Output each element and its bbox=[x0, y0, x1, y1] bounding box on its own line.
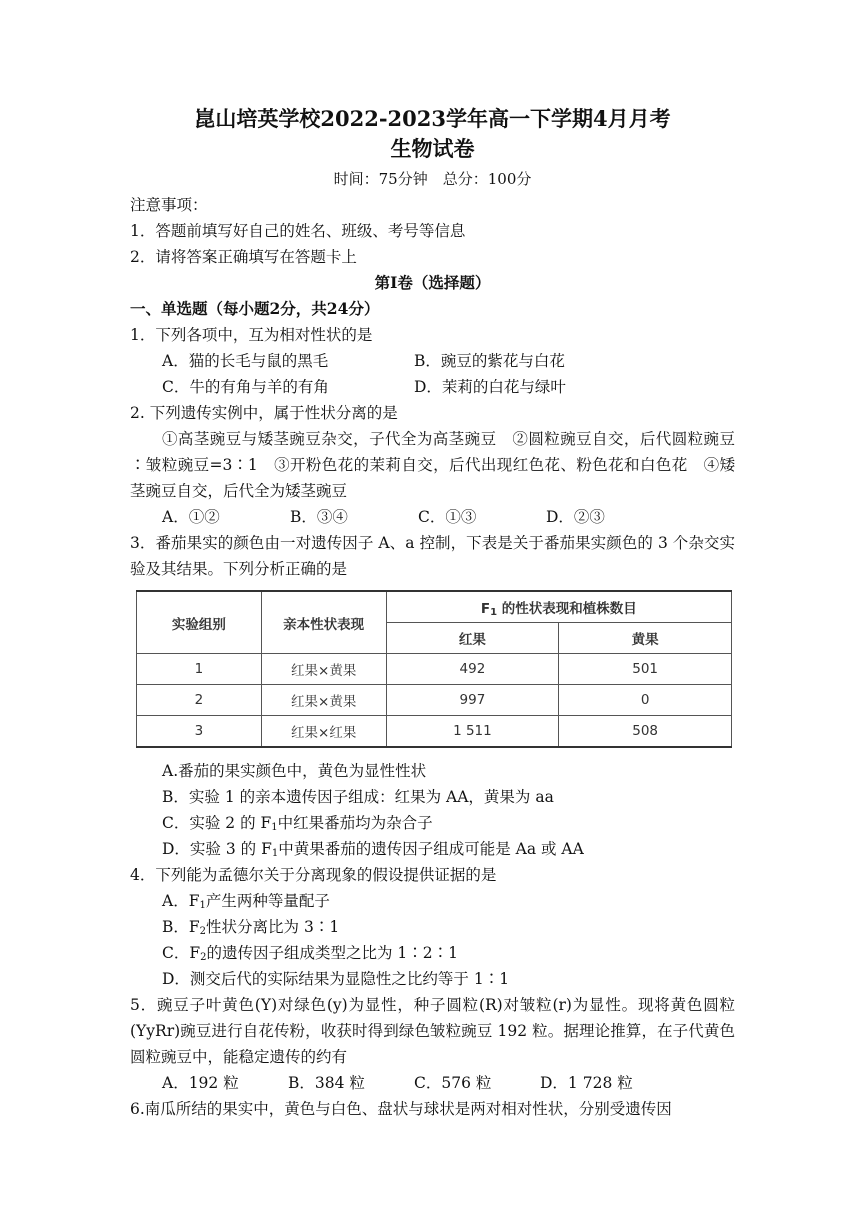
question-2-option-d: D．②③ bbox=[546, 508, 605, 526]
table-cell-group: 3 bbox=[137, 716, 262, 748]
table-cell-group: 2 bbox=[137, 685, 262, 716]
table-cell-yellow: 0 bbox=[559, 685, 732, 716]
question-1-options-row1 bbox=[130, 348, 735, 374]
question-5-options bbox=[130, 1070, 735, 1096]
table-cell-yellow: 508 bbox=[559, 716, 732, 748]
table-header-group: 实验组别 bbox=[137, 591, 262, 654]
tomato-cross-table bbox=[136, 590, 732, 748]
question-2-option-b: B．③④ bbox=[290, 508, 348, 526]
question-4-option-d: D．测交后代的实际结果为显隐性之比约等于 1∶1 bbox=[162, 970, 510, 988]
question-2-body: ①高茎豌豆与矮茎豌豆杂交，子代全为高茎豌豆 ②圆粒豌豆自交，后代圆粒豌豆∶皱粒豌豆=3∶1 ③开粉色花的茉莉自交，后代出现红色花、粉色花和白色花 ④矮茎豌豆自交，后代全为矮茎豌豆 bbox=[130, 430, 735, 500]
question-5-option-a: A．192 粒 bbox=[162, 1074, 239, 1092]
question-2-option-c: C．①③ bbox=[418, 508, 477, 526]
question-1-option-a: A．猫的长毛与鼠的黑毛 bbox=[162, 352, 329, 370]
table-cell-parent: 红果×黄果 bbox=[261, 654, 386, 685]
table-header-red: 红果 bbox=[386, 623, 559, 654]
notice-item-1: 1．答题前填写好自己的姓名、班级、考号等信息 bbox=[130, 222, 466, 240]
table-header-f1: $F_1$ 的性状表现和植株数目 bbox=[386, 591, 731, 623]
exam-title-line2: 生物试卷 bbox=[390, 136, 475, 161]
table-cell-parent: 红果×黄果 bbox=[261, 685, 386, 716]
table-row bbox=[137, 685, 732, 716]
question-2-option-a: A．①② bbox=[162, 508, 220, 526]
question-4-option-c: C．$F_2$的遗传因子组成类型之比为 1∶2∶1 bbox=[162, 944, 459, 963]
table-row bbox=[137, 654, 732, 685]
question-3-option-d: D．实验 3 的 $F_1$中黄果番茄的遗传因子组成可能是 Aa 或 AA bbox=[162, 840, 584, 859]
volume-title: 第Ⅰ卷（选择题） bbox=[374, 273, 491, 292]
exam-title-line1: 崑山培英学校2022-2023学年高一下学期4月月考 bbox=[194, 106, 671, 131]
question-5-option-d: D．1 728 粒 bbox=[540, 1074, 633, 1092]
question-6-stem: 6.南瓜所结的果实中，黄色与白色、盘状与球状是两对相对性状，分别受遗传因 bbox=[130, 1100, 672, 1118]
table-cell-parent: 红果×红果 bbox=[261, 716, 386, 748]
question-1-option-b: B．豌豆的紫花与白花 bbox=[414, 352, 565, 370]
table-row bbox=[137, 716, 732, 748]
question-3-option-a: A.番茄的果实颜色中，黄色为显性性状 bbox=[162, 762, 427, 780]
table-cell-group: 1 bbox=[137, 654, 262, 685]
exam-time-info: 时间：75分钟 总分：100分 bbox=[333, 170, 532, 188]
question-1-stem: 1．下列各项中，互为相对性状的是 bbox=[130, 326, 373, 344]
question-4-option-b: B．$F_2$性状分离比为 3∶1 bbox=[162, 918, 340, 937]
question-1-options-row2 bbox=[130, 374, 735, 400]
table-header-parent: 亲本性状表现 bbox=[261, 591, 386, 654]
question-5-option-b: B．384 粒 bbox=[288, 1074, 365, 1092]
table-cell-red: 1 511 bbox=[386, 716, 559, 748]
part-title: 一、单选题（每小题2分，共24分） bbox=[130, 299, 380, 318]
notice-heading: 注意事项： bbox=[130, 196, 208, 214]
question-4-stem: 4．下列能为孟德尔关于分离现象的假设提供证据的是 bbox=[130, 866, 497, 884]
question-3-stem: 3．番茄果实的颜色由一对遗传因子 A、a 控制，下表是关于番茄果实颜色的 3 个杂交实验及其结果。下列分析正确的是 bbox=[130, 534, 735, 578]
notice-item-2: 2．请将答案正确填写在答题卡上 bbox=[130, 248, 357, 266]
question-3-option-b: B．实验 1 的亲本遗传因子组成：红果为 AA，黄果为 aa bbox=[162, 788, 554, 806]
question-1-option-c: C．牛的有角与羊的有角 bbox=[162, 378, 329, 396]
exam-page bbox=[130, 104, 735, 1122]
question-2-options bbox=[130, 504, 735, 530]
table-cell-yellow: 501 bbox=[559, 654, 732, 685]
question-3-option-c: C．实验 2 的 $F_1$中红果番茄均为杂合子 bbox=[162, 814, 433, 833]
table-cell-red: 997 bbox=[386, 685, 559, 716]
table-header-yellow: 黄果 bbox=[559, 623, 732, 654]
table-cell-red: 492 bbox=[386, 654, 559, 685]
question-5-option-c: C．576 粒 bbox=[414, 1074, 492, 1092]
question-2-stem: 2. 下列遗传实例中，属于性状分离的是 bbox=[130, 404, 398, 422]
question-1-option-d: D．茉莉的白花与绿叶 bbox=[414, 378, 566, 396]
question-5-stem: 5．豌豆子叶黄色(Y)对绿色(y)为显性，种子圆粒(R)对皱粒(r)为显性。现将黄色圆粒(YyRr)豌豆进行自花传粉，收获时得到绿色皱粒豌豆 192 粒。据理论推算，在子代黄色圆粒豌豆中，能稳定遗传的约有 bbox=[130, 996, 735, 1066]
question-4-option-a: A．$F_1$产生两种等量配子 bbox=[162, 892, 330, 911]
